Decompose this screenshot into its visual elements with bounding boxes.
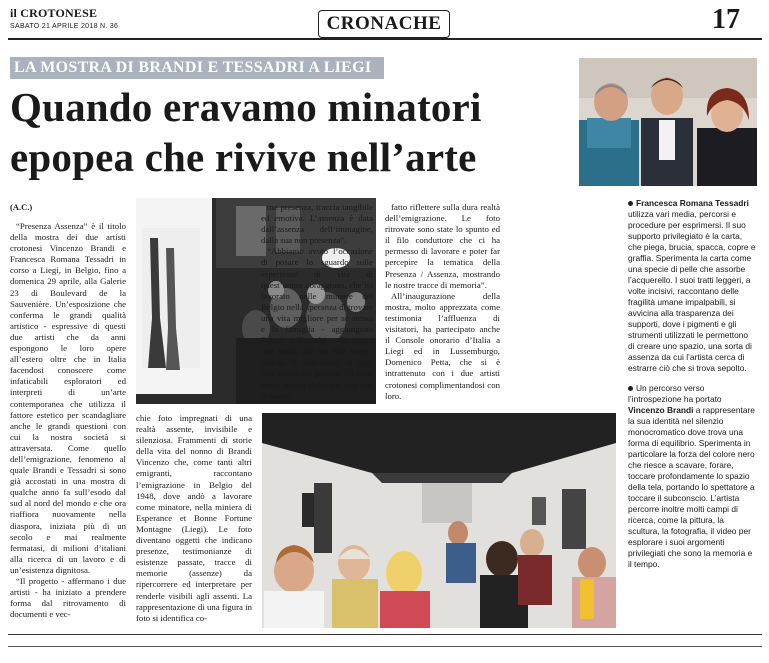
byline: (A.C.) [10,202,33,212]
bottom-rule-2 [8,646,762,647]
column-4-paragraph-2: All’inaugurazione della mostra, molto apprezzata come testimonia l’affluenza di visitatori, ha partecipato anche il Console onorario d’Italia a Liegi ed in Lussemburgo, Domenico Petta, che si è intrattenuto con i due artisti crotonesi complimentandosi con loro. [385,290,500,401]
headline [10,82,570,182]
sidebar-profile-tessadri [628,198,756,374]
artist-profiles-sidebar [628,198,756,579]
profile-text-tessadri: utilizza vari media, percorsi e procedure per esprimersi. Il suo supporto privilegiato è la carta, che piega, brucia, spacca, copre e graffia. Sperimenta la carta come una specie di pelle che assorbe l’acquerello. I suoi tratti leggeri, a volte incisivi, raccontano delle fragilità umane impalpabili, si avvicina alla trasparenza dei supporti, dove i pigmenti e gli strumenti utilizzati le permettono di creare uno spazio, una sorta di assenza da cui l’artista cerca di estrarre ciò che si trova sepolto. [628,209,756,373]
column-1-paragraph-2: “Il progetto - affermano i due artisti - ha iniziato a prendere forma dal ritrovamento di documenti e vec- [10,576,126,620]
article-column-2 [136,413,252,627]
bullet-icon [628,386,633,391]
sidebar-profile-brandi [628,383,756,570]
column-3-paragraph-2: “Abbiamo avuto l’occasione di posare lo sguardo sulle esperienze di vita di quest’uomo coraggioso, che ha lavorato nelle miniere del Belgio nella speranza di trovare una vita migliore per se stesso e la famiglia - aggiungono Brandi e Tessadri -. Ci siamo resi conto che un ‘file rouge’ collega le migrazioni di oggi con quelle del passato. Ci sono molti aspetti della sua vita che ci hanno [261,246,373,401]
page-number: 17 [712,4,740,35]
profile-intro-brandi: Un percorso verso l’introspezione ha portato [628,383,722,404]
issue-date: SABATO 21 APRILE 2018 N. 36 [10,23,119,30]
section-label: CRONACHE [318,10,450,38]
artist-name-tessadri: Francesca Romana Tessadri [636,198,749,208]
bullet-icon [628,201,633,206]
column-4-paragraph-1: fatto riflettere sulla dura realtà dell’emigrazione. Le foto ritrovate sono state lo spunto ed il filo conduttore che ci ha permesso di lavorare e poter far percepire la tematica della Presenza / Assenza, mostrando le nostre tracce di memoria”. [385,202,500,290]
top-rule [8,38,762,40]
gallery-visitors-photo [262,413,616,628]
headline-line-1: Quando eravamo minatori [10,84,482,130]
newspaper-name: il CROTONESE [10,6,98,20]
profile-text-brandi: a rappresentare la sua identità nel silenzio monocromatico dove trova una forma di equilibrio. Sperimenta in particolare la forza del colore nero che riesce a scavare, forare, toccare profondamente lo spazio della tela, portando lo spettatore a toccare il subconscio. L’artista percorre inoltre molti campi di ricerca, come la pittura, la scultura, la fotografia, il video per esplorare i suoi argomenti privilegiati che sono la memoria e il tempo. [628,405,755,569]
artist-name-brandi: Vincenzo Brandi [628,405,694,415]
column-3-paragraph-1: me presenza, traccia tangibile ed emotiva. L’assenza è data dall’assenza dell’immagine, dalla sua non presenza”. [261,202,373,246]
column-1-paragraph-1: “Presenza Assenza” è il titolo della mostra dei due artisti crotonesi Vincenzo Brandi e Francesca Romana Tessadri in corso a Liegi, in Belgio, fino a domenica 29 aprile, alla Galerie 23 di Boulevard de la Sauvenière. Un’esposizione che conferma le grandi qualità artistico - espressive di questi due artisti che da anni espongono le loro opere all’estero oltre che in Italia facendosi conoscere come infaticabili esploratori ed interpreti di un’arte contemporanea che utilizza il fattore estetico per scandagliare anche le grandi questioni con cui la nostra società si attraversata. Come quello dell’emigrazione, fenomeno al quale Brandi e Tessadri si sono già accostati in una mostra di qualche anno fa sull’esodo dal sud al nord del mondo e che ora riaffiora nuovamente nella diaspora, iniziata più di un secolo e mai realmente fermatasi, di milioni d’italiani alla ricerca di un lavoro e di un’esistenza dignitosa. [10,221,126,575]
bottom-rule [8,634,762,635]
artists-portrait-photo [579,58,757,186]
kicker: LA MOSTRA DI BRANDI E TESSADRI A LIEGI [10,57,384,79]
headline-line-2: epopea che rivive nell’arte [10,134,477,180]
article-column-1 [10,221,126,629]
article-column-3 [261,202,373,410]
article-column-4 [385,202,500,410]
column-2-paragraph: chie foto impregnati di una realtà assente, invisibile e silenziosa. Frammenti di storie della vita del nonno di Brandi Vincenzo che, come tanti altri emigranti, raccontano l’emigrazione in Belgio del 1948, dove andò a lavorare come minatore, nella miniera di Esperance et Bonne Fortune Montagne (Liegi). Le foto diventano oggetti che indicano presenze, testimonianze di esistenze passate, tracce di memorie (assenze) da ripercorrere ed interpretare per renderle visibili agli assenti. La rappresentazione di una figura in foto si identifica co- [136,413,252,623]
